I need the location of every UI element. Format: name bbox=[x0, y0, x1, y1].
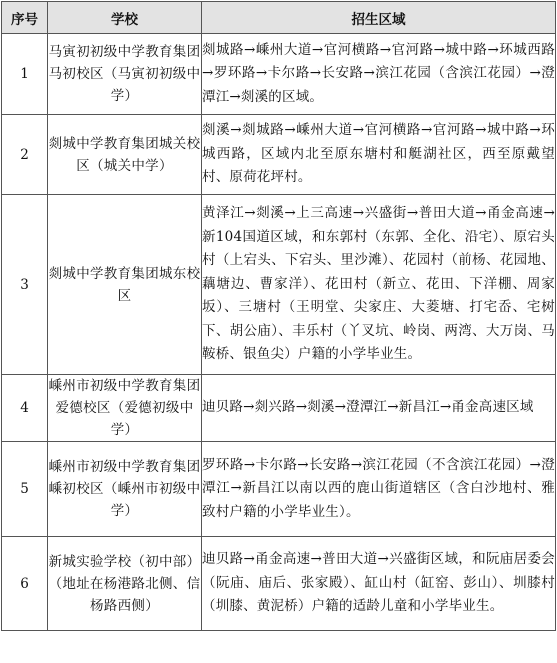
row-serial: 3 bbox=[2, 195, 48, 375]
row-serial: 6 bbox=[2, 537, 48, 631]
table-row bbox=[2, 442, 556, 537]
row-serial: 2 bbox=[2, 115, 48, 195]
row-area: 迪贝路→剡兴路→剡溪→澄潭江→新昌江→甬金高速区域 bbox=[202, 375, 556, 442]
row-area: 迪贝路→甬金高速→普田大道→兴盛街区域，和阮庙居委会（阮庙、庙后、张家殿）、缸山村（缸窑、彭山）、圳膝村（圳膝、黄泥桥）户籍的适龄儿童和小学毕业生。 bbox=[202, 537, 556, 631]
header-school: 学校 bbox=[48, 2, 202, 34]
table-row bbox=[2, 34, 556, 115]
header-area: 招生区域 bbox=[202, 2, 556, 34]
row-serial: 4 bbox=[2, 375, 48, 442]
row-area: 罗环路→卡尔路→长安路→滨江花园（不含滨江花园）→澄潭江→新昌江以南以西的鹿山街道辖区（含白沙地村、雅致村户籍的小学毕业生）。 bbox=[202, 442, 556, 537]
table-row bbox=[2, 115, 556, 195]
table-header-row bbox=[2, 2, 556, 34]
row-area: 黄泽江→剡溪→上三高速→兴盛街→普田大道→甬金高速→新104国道区域，和东郭村（东郭、全化、沿宅）、原宕头村（上宕头、下宕头、里沙滩）、花园村（前杨、花园地、藕塘边、曹家洋）、花田村（新立、花田、下洋棚、周家坂）、三塘村（王明堂、尖家庄、大菱塘、打宅岙、宅树下、胡公庙）、丰乐村（丫叉坑、岭岗、两湾、大万岗、马鞍桥、银鱼尖）户籍的小学毕业生。 bbox=[202, 195, 556, 375]
row-area: 剡城路→嵊州大道→官河横路→官河路→城中路→环城西路→罗环路→卡尔路→长安路→滨江花园（含滨江花园）→澄潭江→剡溪的区域。 bbox=[202, 34, 556, 115]
row-school: 新城实验学校（初中部）（地址在杨港路北侧、信杨路西侧） bbox=[48, 537, 202, 631]
row-school: 马寅初初级中学教育集团马初校区（马寅初初级中学） bbox=[48, 34, 202, 115]
table-row bbox=[2, 195, 556, 375]
row-school: 剡城中学教育集团城关校区（城关中学） bbox=[48, 115, 202, 195]
row-area: 剡溪→剡城路→嵊州大道→官河横路→官河路→城中路→环城西路，区域内北至原东塘村和艇湖社区，西至原戴望村、原荷花坪村。 bbox=[202, 115, 556, 195]
row-serial: 5 bbox=[2, 442, 48, 537]
row-school: 剡城中学教育集团城东校区 bbox=[48, 195, 202, 375]
row-school: 嵊州市初级中学教育集团嵊初校区（嵊州市初级中学） bbox=[48, 442, 202, 537]
row-serial: 1 bbox=[2, 34, 48, 115]
header-serial: 序号 bbox=[2, 2, 48, 34]
row-school: 嵊州市初级中学教育集团爱德校区（爱德初级中学） bbox=[48, 375, 202, 442]
enrollment-table bbox=[1, 1, 556, 631]
table-row bbox=[2, 375, 556, 442]
table-row bbox=[2, 537, 556, 631]
